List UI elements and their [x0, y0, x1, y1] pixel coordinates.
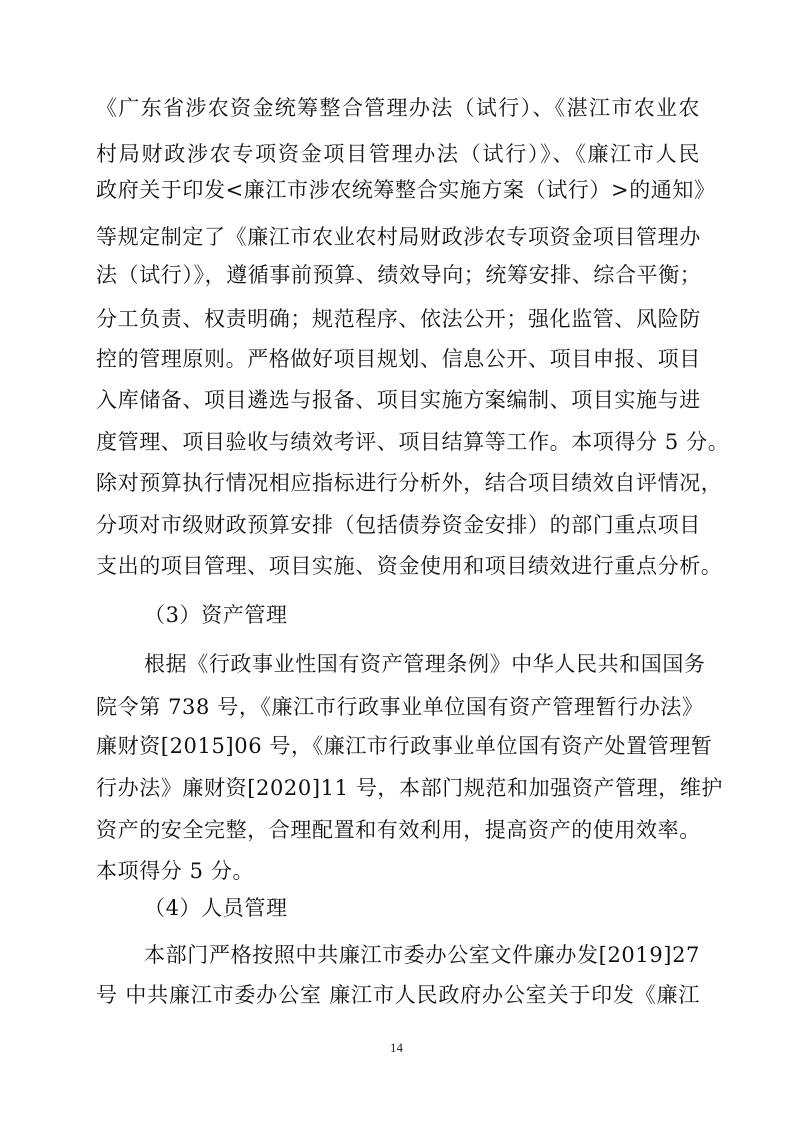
body-text-line: 法（试行）》，遵循事前预算、绩效导向；统筹安排、综合平衡；	[96, 263, 702, 287]
body-text-line: 控的管理原则。严格做好项目规划、信息公开、项目申报、项目	[96, 347, 701, 371]
paragraph-first-line: 本部门严格按照中共廉江市委办公室文件廉办发[2019]27	[144, 943, 700, 967]
body-text-line: 资产的安全完整，合理配置和有效利用，提高资产的使用效率。	[96, 818, 701, 842]
body-text-line: 分项对市级财政预算安排（包括债券资金安排）的部门重点项目	[96, 513, 701, 537]
body-text-line: 《广东省涉农资金统筹整合管理办法（试行）、《湛江市农业农	[96, 96, 700, 120]
body-text-line: 号 中共廉江市委办公室 廉江市人民政府办公室关于印发《廉江	[96, 983, 700, 1007]
body-text-line: 行办法》廉财资[2020]11 号，本部门规范和加强资产管理，维护	[96, 776, 724, 800]
body-text-line: 度管理、项目验收与绩效考评、项目结算等工作。本项得分 5 分。	[96, 430, 730, 454]
body-text-line: 除对预算执行情况相应指标进行分析外，结合项目绩效自评情况，	[96, 471, 723, 495]
body-text-line: 支出的项目管理、项目实施、资金使用和项目绩效进行重点分析。	[96, 554, 723, 578]
body-text-line: 村局财政涉农专项资金项目管理办法（试行）》、《廉江市人民	[96, 142, 700, 166]
body-text-line: 入库储备、项目遴选与报备、项目实施方案编制、项目实施与进	[96, 388, 701, 412]
section-heading-asset-management: （3）资产管理	[144, 603, 288, 627]
page-number: 14	[390, 1040, 403, 1055]
body-text-line: 院令第 738 号，《廉江市行政事业单位国有资产管理暂行办法》	[96, 695, 704, 719]
body-text-line: 廉财资[2015]06 号，《廉江市行政事业单位国有资产处置管理暂	[96, 734, 713, 758]
body-text-line: 政府关于印发<廉江市涉农统筹整合实施方案（试行）>的通知》	[96, 178, 716, 202]
paragraph-first-line: 根据《行政事业性国有资产管理条例》中华人民共和国国务	[144, 652, 706, 676]
body-text-line: 分工负责、权责明确；规范程序、依法公开；强化监管、风险防	[96, 307, 701, 331]
body-text-line: 本项得分 5 分。	[96, 859, 255, 883]
body-text-line: 等规定制定了《廉江市农业农村局财政涉农专项资金项目管理办	[96, 225, 701, 249]
section-heading-personnel-management: （4）人员管理	[144, 896, 288, 920]
